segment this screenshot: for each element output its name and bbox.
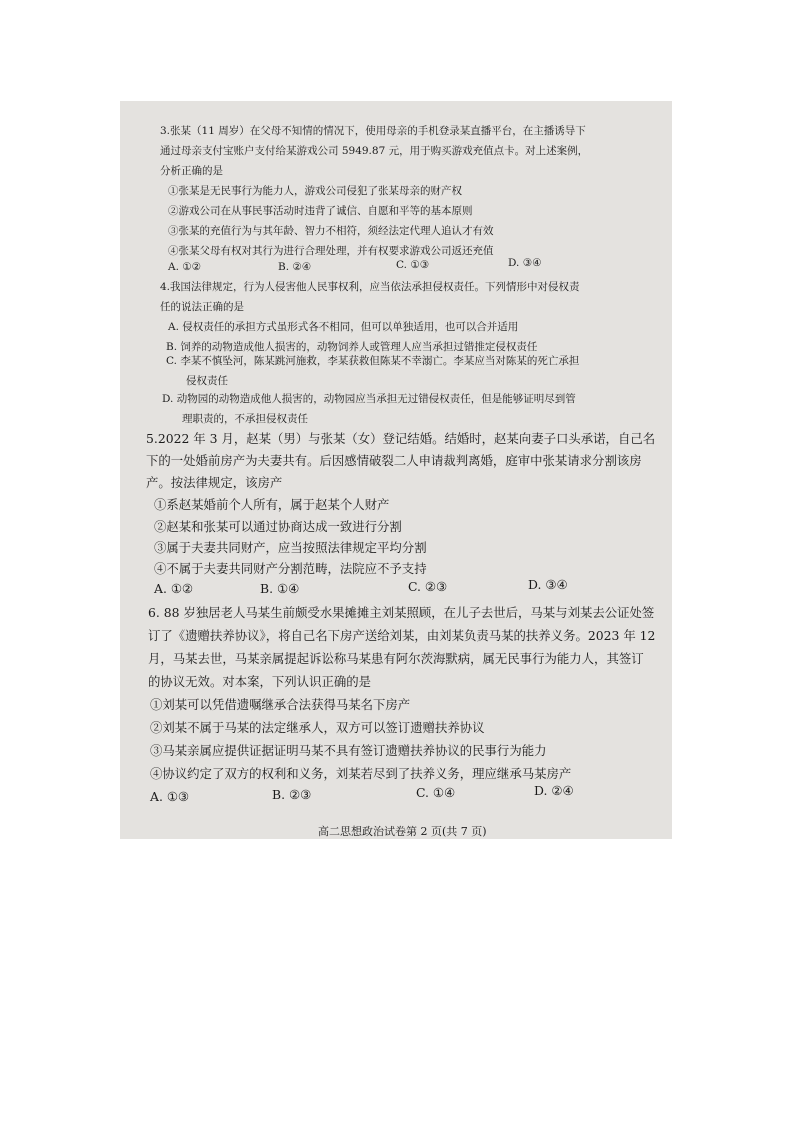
q3-stem-line: 3.张某（11 周岁）在父母不知情的情况下，使用母亲的手机登录某直播平台，在主播诱导下: [160, 125, 586, 137]
q6-item: ①刘某可以凭借遗嘱继承合法获得马某名下房产: [150, 697, 411, 712]
q4-option-d: D. 动物园的动物造成他人损害的，动物园应当承担无过错侵权责任，但是能够证明尽到管: [162, 393, 576, 405]
q5-item: ④不属于夫妻共同财产分割范畴，法院应不予支持: [154, 561, 427, 576]
exam-page-photo: [120, 101, 672, 839]
q5-item: ①系赵某婚前个人所有，属于赵某个人财产: [154, 497, 390, 512]
q3-option-b: B. ②④: [278, 261, 312, 273]
q4-stem-line: 4.我国法律规定，行为人侵害他人民事权利，应当依法承担侵权责任。下列情形中对侵权责: [160, 281, 580, 293]
q5-option-b: B. ①④: [260, 581, 300, 596]
q5-option-a: A. ①②: [154, 581, 194, 596]
q6-option-a: A. ①③: [150, 789, 190, 804]
q5-option-d: D. ③④: [528, 577, 568, 592]
q4-option-c-cont: 侵权责任: [186, 375, 228, 387]
q6-item: ②刘某不属于马某的法定继承人，双方可以签订遗赠扶养协议: [150, 720, 485, 735]
q3-stem-line: 通过母亲支付宝账户支付给某游戏公司 5949.87 元，用于购买游戏充值点卡。对上述案例，: [160, 145, 589, 157]
q6-item: ③马某亲属应提供证据证明马某不具有签订遗赠扶养协议的民事行为能力: [150, 743, 547, 758]
q6-option-b: B. ②③: [272, 787, 312, 802]
page-footer: 高二思想政治试卷第 2 页(共 7 页): [318, 825, 487, 838]
q3-stem-line: 分析正确的是: [160, 165, 223, 177]
q6-stem-line: 的协议无效。对本案，下列认识正确的是: [148, 674, 372, 689]
q6-stem-line: 订了《遗赠扶养协议》，将自己名下房产送给刘某，由刘某负责马某的扶养义务。2023 年 12: [148, 628, 656, 643]
q5-item: ②赵某和张某可以通过协商达成一致进行分割: [154, 519, 402, 534]
q6-option-d: D. ②④: [534, 783, 574, 798]
q6-item: ④协议约定了双方的权利和义务，刘某若尽到了扶养义务，理应继承马某房产: [150, 766, 572, 781]
q4-option-d-cont: 理职责的，不承担侵权责任: [182, 413, 308, 425]
q4-option-b: B. 饲养的动物造成他人损害的，动物饲养人或管理人应当承担过错推定侵权责任: [166, 341, 538, 353]
q4-option-c: C. 李某不慎坠河，陈某跳河施救，李某获救但陈某不幸溺亡。李某应当对陈某的死亡承担: [166, 355, 580, 367]
q6-stem-line: 6. 88 岁独居老人马某生前颇受水果摊摊主刘某照顾，在儿子去世后，马某与刘某去公证处签: [148, 605, 655, 620]
q3-option-a: A. ①②: [168, 261, 202, 273]
q6-stem-line: 月，马某去世，马某亲属提起诉讼称马某患有阿尔茨海默病，属无民事行为能力人，其签订: [148, 651, 644, 666]
q5-stem-line: 下的一处婚前房产为夫妻共有。后因感情破裂二人申请裁判离婚，庭审中张某请求分割该房: [146, 453, 642, 468]
q5-option-c: C. ②③: [408, 579, 448, 594]
q6-option-c: C. ①④: [416, 785, 456, 800]
q3-option-c: C. ①③: [396, 259, 430, 271]
q3-item: ③张某的充值行为与其年龄、智力不相符，须经法定代理人追认才有效: [168, 225, 494, 237]
q3-item: ④张某父母有权对其行为进行合理处理，并有权要求游戏公司返还充值: [168, 245, 494, 257]
q3-item: ①张某是无民事行为能力人，游戏公司侵犯了张某母亲的财产权: [168, 185, 462, 197]
q5-item: ③属于夫妻共同财产，应当按照法律规定平均分割: [154, 540, 427, 555]
q3-item: ②游戏公司在从事民事活动时违背了诚信、自愿和平等的基本原则: [168, 205, 473, 217]
q3-option-d: D. ③④: [508, 257, 542, 269]
q4-stem-line: 任的说法正确的是: [160, 301, 244, 313]
q5-stem-line: 产。按法律规定，该房产: [146, 475, 283, 490]
q4-option-a: A. 侵权责任的承担方式虽形式各不相同，但可以单独适用，也可以合并适用: [168, 321, 519, 333]
q5-stem-line: 5.2022 年 3 月，赵某（男）与张某（女）登记结婚。结婚时，赵某向妻子口头承诺，自己名: [146, 431, 656, 446]
